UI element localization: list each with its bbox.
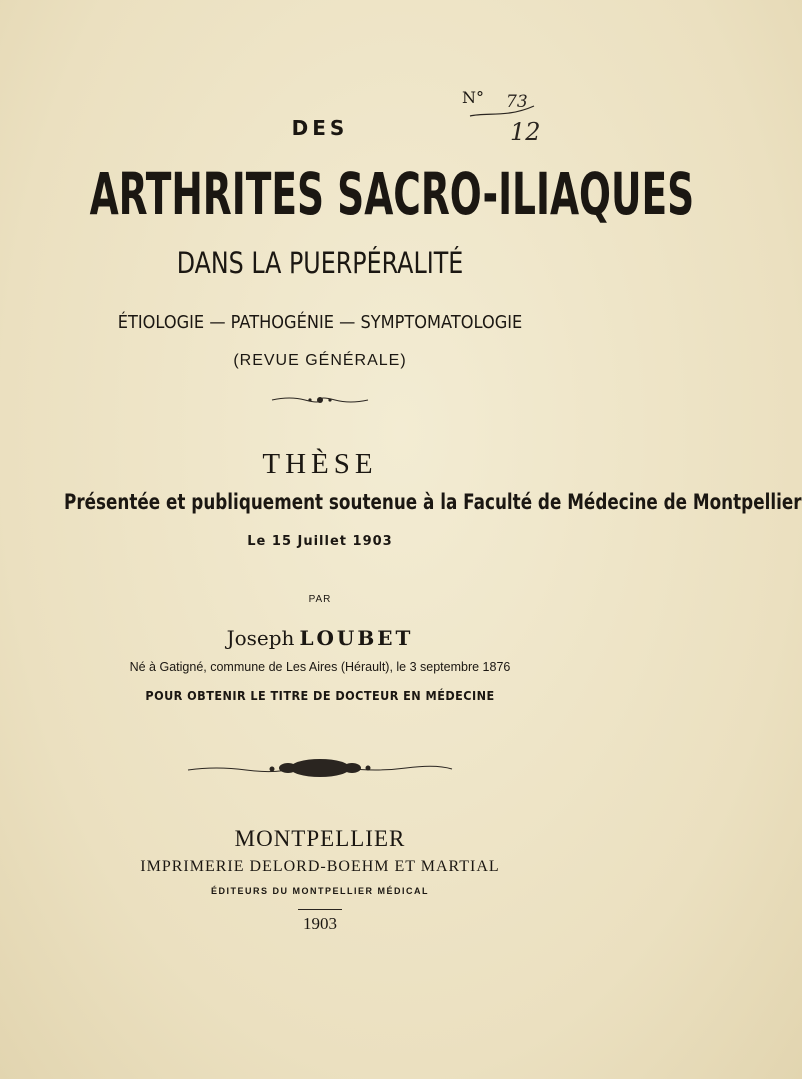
main-title: ARTHRITES SACRO-ILIAQUES bbox=[89, 160, 695, 228]
presentation-line: Présentée et publiquement soutenue à la Faculté de Médecine de Montpellier bbox=[64, 490, 802, 514]
ornament-vignette-icon bbox=[186, 756, 454, 780]
thesis-heading: THÈSE bbox=[262, 448, 378, 480]
title-prefix: DES bbox=[291, 116, 349, 140]
review-note: (REVUE GÉNÉRALE) bbox=[233, 352, 407, 369]
publisher-city: MONTPELLIER bbox=[234, 826, 406, 851]
divider-rule bbox=[298, 909, 342, 910]
defense-date: Le 15 Juillet 1903 bbox=[247, 534, 393, 549]
birth-info: Né à Gatigné, commune de Les Aires (Hérault), le 3 septembre 1876 bbox=[129, 660, 511, 674]
publication-year: 1903 bbox=[303, 914, 337, 933]
by-label: PAR bbox=[308, 594, 332, 605]
author-name bbox=[0, 626, 640, 651]
author-last-name: LOUBET bbox=[299, 626, 414, 650]
printer-name: IMPRIMERIE DELORD-BOEHM ET MARTIAL bbox=[140, 858, 500, 875]
author-first-name: Joseph bbox=[226, 626, 295, 650]
number-label: N° bbox=[462, 88, 484, 107]
subtitle: DANS LA PUERPÉRALITÉ bbox=[176, 246, 464, 280]
editors-line: ÉDITEURS DU MONTPELLIER MÉDICAL bbox=[210, 886, 429, 896]
handwritten-number: 73 bbox=[506, 92, 528, 112]
degree-line: POUR OBTENIR LE TITRE DE DOCTEUR EN MÉDECINE bbox=[145, 688, 495, 703]
ornament-divider-icon bbox=[270, 392, 370, 408]
handwritten-number-2: 12 bbox=[510, 118, 541, 146]
topics-line: ÉTIOLOGIE — PATHOGÉNIE — SYMPTOMATOLOGIE bbox=[117, 312, 523, 333]
